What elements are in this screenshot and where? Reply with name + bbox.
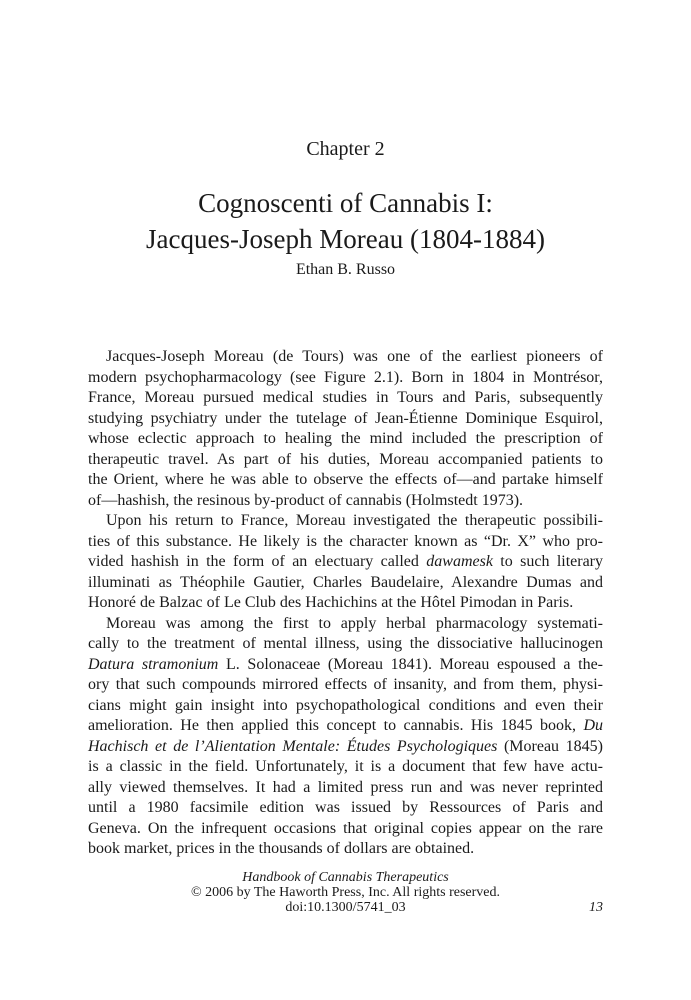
body-line: is a classic in the field. Unfortunately, it is a document that few have actu- <box>88 758 603 775</box>
body-line: ory that such compounds mirrored effects of insanity, and from them, physi- <box>88 676 603 693</box>
body-line: France, Moreau pursued medical studies in Tours and Paris, subsequently <box>88 389 603 406</box>
body-line: illuminati as Théophile Gautier, Charles Baudelaire, Alexandre Dumas and <box>88 573 603 591</box>
chapter-title-line-1: Cognoscenti of Cannabis I: <box>198 188 493 218</box>
body-line: amelioration. He then applied this concept to cannabis. His 1845 book, Du <box>88 717 603 734</box>
body-line: the Orient, where he was able to observe the effects of—and partake himself <box>88 471 603 488</box>
chapter-title <box>0 185 691 257</box>
chapter-label: Chapter 2 <box>306 138 385 160</box>
footer-journal-title: Handbook of Cannabis Therapeutics <box>242 870 449 885</box>
footer-doi: doi:10.1300/5741_03 <box>285 900 406 915</box>
body-line: book market, prices in the thousands of dollars are obtained. <box>88 840 475 857</box>
footer <box>0 870 691 915</box>
body-line: modern psychopharmacology (see Figure 2.1). Born in 1804 in Montrésor, <box>88 368 603 386</box>
body-line: ties of this substance. He likely is the character known as “Dr. X” who pro- <box>88 532 603 550</box>
page-number: 13 <box>589 900 603 915</box>
body-line: cians might gain insight into psychopathological conditions and even their <box>88 696 603 714</box>
body-line: whose eclectic approach to healing the mind included the prescription of <box>88 430 603 447</box>
body-line: cally to the treatment of mental illness, using the dissociative hallucinogen <box>88 635 603 652</box>
body-line: therapeutic travel. As part of his duties, Moreau accompanied patients to <box>88 450 603 468</box>
author-name: Ethan B. Russo <box>295 261 396 278</box>
body-line: studying psychiatry under the tutelage of Jean-Étienne Dominique Esquirol, <box>88 409 603 427</box>
chapter-title-line-2: Jacques-Joseph Moreau (1804-1884) <box>146 224 545 254</box>
body-text <box>88 347 603 860</box>
body-line: vided hashish in the form of an electuary called dawamesk to such literary <box>88 553 604 570</box>
body-line: Upon his return to France, Moreau investigated the therapeutic possibili- <box>106 512 603 529</box>
body-line: Hachisch et de l’Alientation Mentale: Études Psychologiques (Moreau 1845) <box>88 737 603 755</box>
body-line: ally viewed themselves. It had a limited press run and was never reprinted <box>88 778 603 796</box>
body-line: Honoré de Balzac of Le Club des Hachichins at the Hôtel Pimodan in Paris. <box>88 594 574 611</box>
body-line: Geneva. On the infrequent occasions that original copies appear on the rare <box>88 819 603 837</box>
body-line: of—hashish, the resinous by-product of cannabis (Holmstedt 1973). <box>88 491 524 509</box>
body-line: Datura stramonium L. Solonaceae (Moreau 1841). Moreau espoused a the- <box>88 655 603 673</box>
body-line: Jacques-Joseph Moreau (de Tours) was one of the earliest pioneers of <box>106 348 603 365</box>
body-line: until a 1980 facsimile edition was issued by Ressources of Paris and <box>88 799 603 816</box>
footer-copyright: © 2006 by The Haworth Press, Inc. All rights reserved. <box>191 885 500 900</box>
body-line: Moreau was among the first to apply herbal pharmacology systemati- <box>106 614 603 632</box>
